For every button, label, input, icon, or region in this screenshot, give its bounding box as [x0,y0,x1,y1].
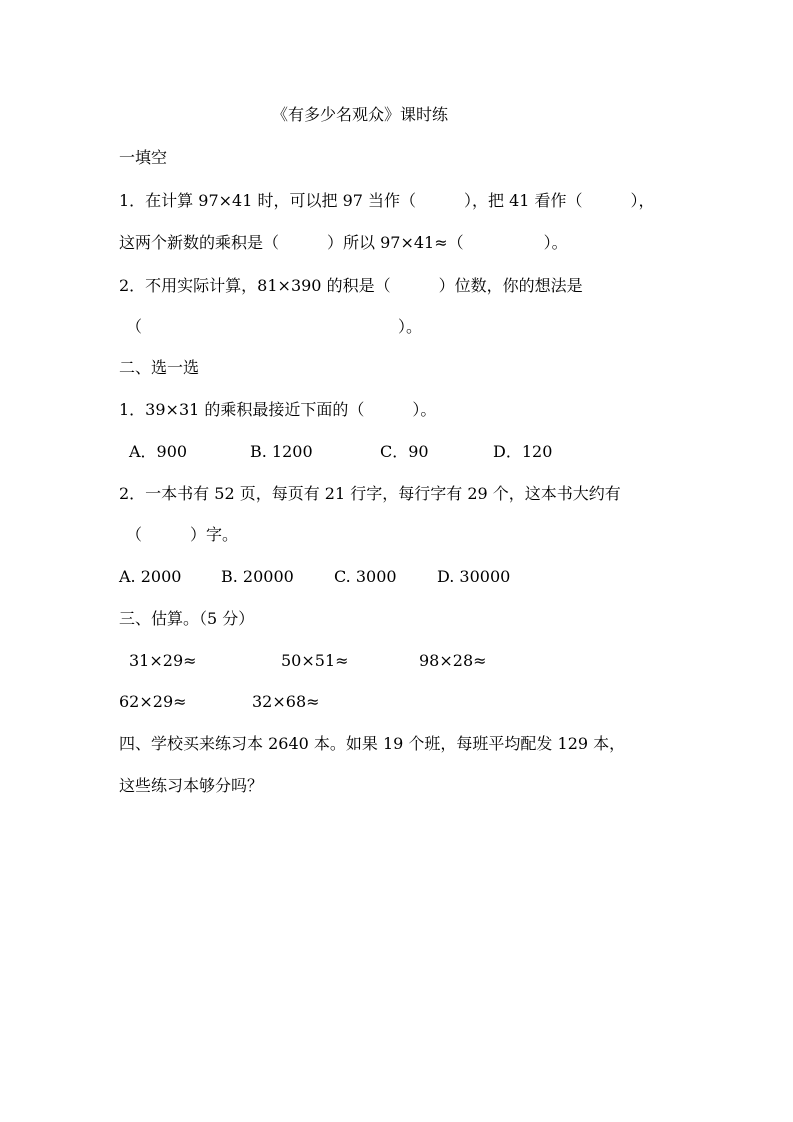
s4-line2: 这些练习本够分吗？ [119,776,264,795]
s1-q2-line1: 2．不用实际计算，81×390 的积是（ ）位数，你的想法是 [119,276,583,295]
s2-q2-option-a: A. 2000 [119,567,182,586]
s2-q1-option-d: D．120 [493,442,553,461]
s2-q1-option-b: B. 1200 [250,442,313,461]
s1-q1-line1: 1．在计算 97×41 时，可以把 97 当作（ ），把 41 看作（ ）， [119,191,655,210]
s3-item-1: 31×29≈ [129,651,197,670]
s2-q2-option-b: B. 20000 [221,567,294,586]
section2-heading: 二、选一选 [119,358,200,377]
page-title: 《有多少名观众》课时练 [272,105,449,124]
s2-q1: 1．39×31 的乘积最接近下面的（ ）。 [119,400,437,419]
s2-q2-option-c: C. 3000 [334,567,397,586]
s2-q2-line1: 2．一本书有 52 页，每页有 21 行字，每行字有 29 个，这本书大约有 [119,484,621,503]
s1-q1-line2: 这两个新数的乘积是（ ）所以 97×41≈（ ）。 [119,233,568,252]
s2-q1-option-c: C．90 [380,442,429,461]
s4-line1: 四、学校买来练习本 2640 本。如果 19 个班，每班平均配发 129 本， [119,734,626,753]
s1-q2-line2: （ ）。 [126,317,423,336]
s3-item-4: 62×29≈ [119,692,187,711]
s3-item-3: 98×28≈ [419,651,487,670]
section3-heading: 三、估算。（5 分） [119,609,255,628]
s2-q2-option-d: D. 30000 [437,567,511,586]
s2-q1-option-a: A．900 [129,442,188,461]
s3-item-2: 50×51≈ [281,651,349,670]
s2-q2-line2: （ ）字。 [126,525,239,544]
s3-item-5: 32×68≈ [252,692,320,711]
section1-heading: 一填空 [119,148,168,167]
